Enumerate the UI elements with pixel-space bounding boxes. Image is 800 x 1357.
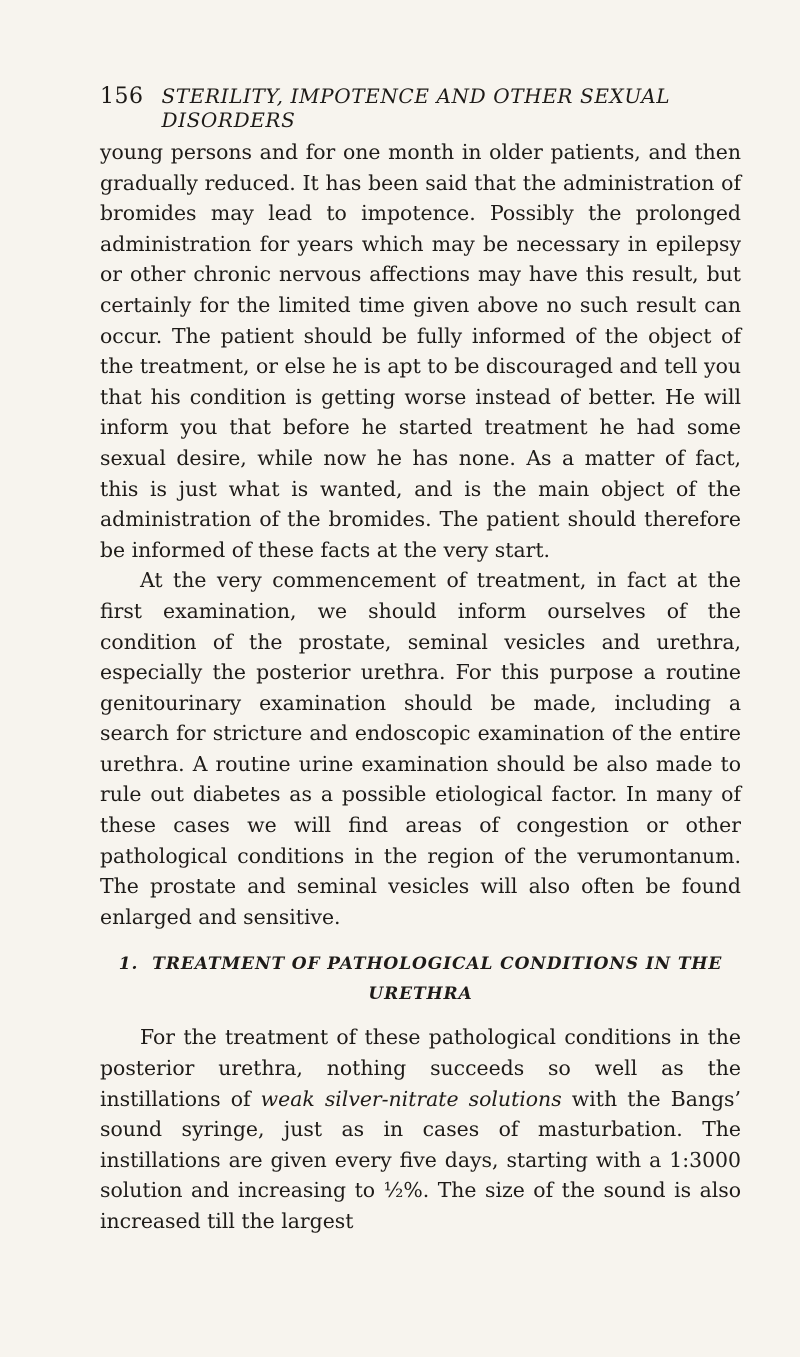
section-title: TREATMENT OF PATHOLOGICAL CONDITIONS IN THE URETHRA	[152, 954, 723, 1005]
treatment-text-end: with the Bangs’ sound syringe, just as in cases of masturbation. The instillations are given every five days, starting with a 1:3000 solution and increasing to ½%. The size of the sound is also increased till the largest	[100, 1086, 741, 1233]
body-text	[100, 137, 741, 1237]
paragraph-examination: At the very commencement of treatment, in fact at the first examination, we should inform ourselves of the condition of the prostate, seminal vesicles and urethra, especially the posterior urethra. For this purpose a routine genitourinary examination should be made, including a search for stricture and endoscopic examination of the entire urethra. A routine urine examination should be also made to rule out diabetes as a possible etiological factor. In many of these cases we will find areas of congestion or other pathological conditions in the region of the verumontanum. The prostate and seminal vesicles will also often be found enlarged and sensitive.	[100, 568, 741, 929]
section-number: 1.	[118, 954, 139, 975]
emphasized-phrase: weak silver-nitrate solutions	[260, 1086, 562, 1111]
paragraph-continuation: young persons and for one month in older patients, and then gradually reduced. It has been said that the administration of bromides may lead to impotence. Possibly the prolonged administration for years which may be necessary in epilepsy or other chronic nervous affections may have this result, but certainly for the limited time given above no such result can occur. The patient should be fully informed of the object of the treatment, or else he is apt to be discouraged and tell you that his condition is getting worse instead of better. He will inform you that before he started treatment he had some sexual desire, while now he has none. As a matter of fact, this is just what is wanted, and is the main object of the administration of the bromides. The patient should therefore be informed of these facts at the very start.	[100, 140, 741, 562]
page-number: 156	[100, 84, 144, 109]
treatment-text-start: For the treatment of these pathological conditions in the posterior urethra, nothing succeeds so well as the instillations of	[100, 1025, 741, 1111]
running-head: STERILITY, IMPOTENCE AND OTHER SEXUAL DISORDERS	[161, 84, 671, 132]
section-heading	[100, 949, 741, 1009]
paragraph-treatment	[100, 1022, 741, 1236]
page-header	[100, 84, 740, 132]
